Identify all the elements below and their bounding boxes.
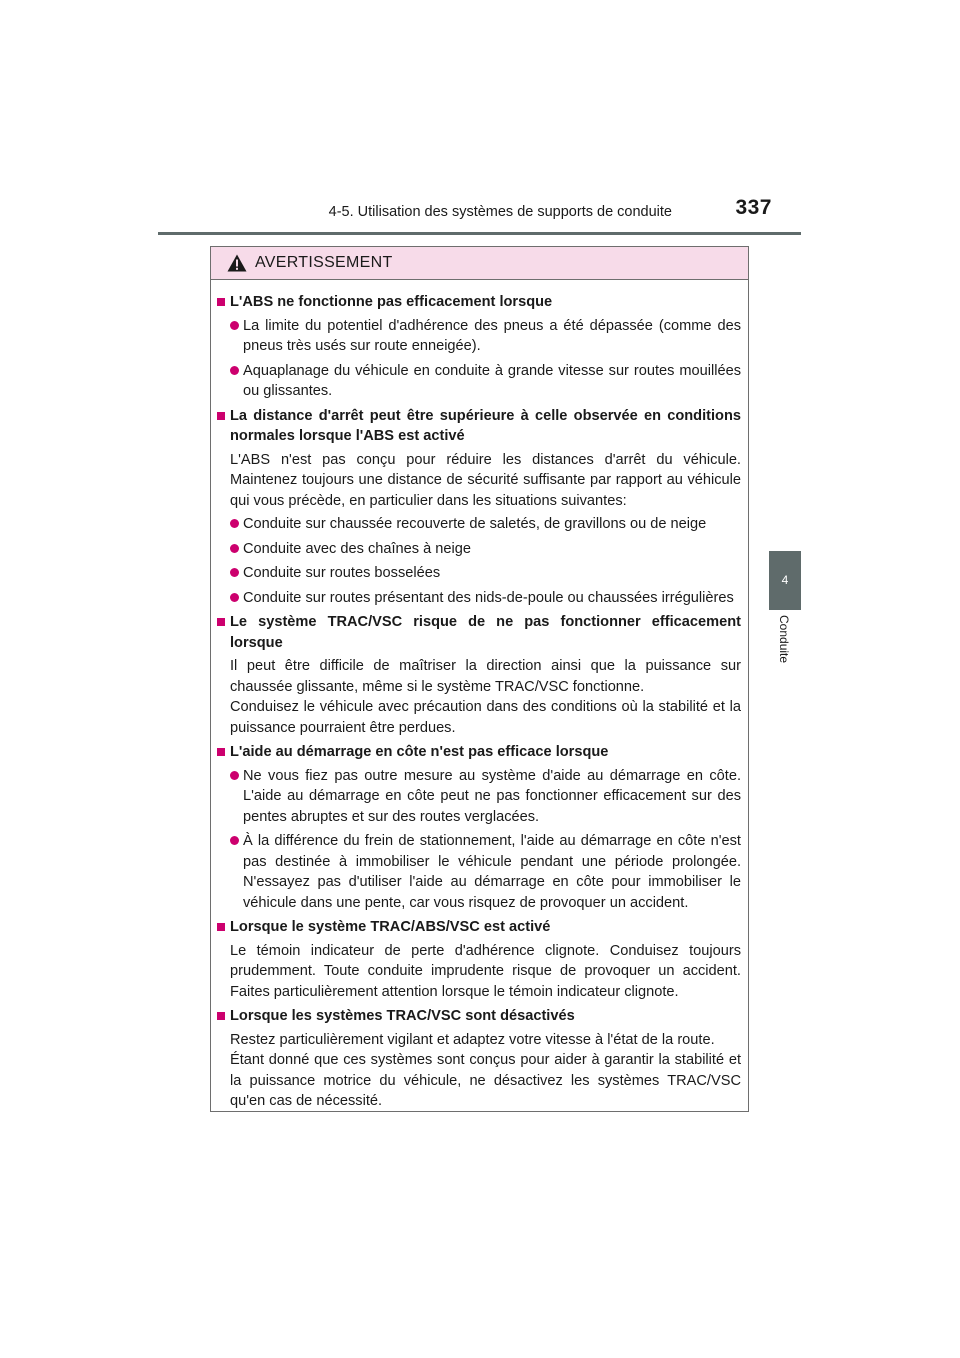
dot-bullet-icon	[230, 366, 239, 375]
bullet-item: Conduite avec des chaînes à neige	[217, 539, 741, 560]
warning-section	[217, 292, 741, 402]
warning-section	[217, 1006, 741, 1112]
section-paragraph: L'ABS n'est pas conçu pour réduire les distances d'arrêt du véhicule. Maintenez toujours une distance de sécurité suffisante par rapport au véhicule qui vous précède, en particulier dans les situations suivantes:	[230, 451, 741, 509]
dot-bullet-icon	[230, 519, 239, 528]
section-paragraph: Le témoin indicateur de perte d'adhérence clignote. Conduisez toujours prudemment. Toute conduite imprudente risque de provoquer un accident. Faites particulièrement attention lorsque le témoin indicateur clignote.	[230, 942, 741, 1000]
header-rule	[158, 232, 801, 235]
bullet-item: À la différence du frein de stationnement, l'aide au démarrage en côte n'est pas destinée à immobiliser le véhicule pendant une période prolongée. N'essayez pas d'utiliser l'aide au démarrage en côte pour immobiliser le véhicule dans une pente, car vous risquez de provoquer un accident.	[217, 831, 741, 913]
square-bullet-icon	[217, 923, 225, 931]
warning-body	[211, 280, 748, 1112]
warning-triangle-icon	[227, 254, 247, 272]
bullet-item: Conduite sur routes présentant des nids-de-poule ou chaussées irrégulières	[217, 588, 741, 609]
section-paragraph: Conduisez le véhicule avec précaution dans des conditions où la stabilité et la puissance pourraient être perdues.	[230, 699, 741, 736]
section-title: Lorsque le système TRAC/ABS/VSC est activé	[217, 917, 741, 938]
section-title: Lorsque les systèmes TRAC/VSC sont désactivés	[217, 1006, 741, 1027]
warning-heading: AVERTISSEMENT	[255, 254, 393, 271]
bullet-item: La limite du potentiel d'adhérence des pneus a été dépassée (comme des pneus très usés sur route enneigée).	[217, 316, 741, 357]
page-number: 337	[735, 196, 772, 219]
bullet-item: Conduite sur routes bosselées	[217, 563, 741, 584]
section-paragraph: Il peut être difficile de maîtriser la direction ainsi que la puissance sur chaussée glissante, même si le système TRAC/VSC fonctionne.	[230, 658, 741, 695]
dot-bullet-icon	[230, 321, 239, 330]
chapter-label: Conduite	[777, 615, 791, 664]
warning-box	[210, 246, 749, 1112]
section-title: L'aide au démarrage en côte n'est pas efficace lorsque	[217, 742, 741, 763]
bullet-item: Ne vous fiez pas outre mesure au système d'aide au démarrage en côte. L'aide au démarrage en côte peut ne pas fonctionner efficacement sur des pentes abruptes et sur des routes verglacées.	[217, 766, 741, 828]
square-bullet-icon	[217, 748, 225, 756]
running-header: 4-5. Utilisation des systèmes de supports de conduite	[328, 204, 672, 220]
dot-bullet-icon	[230, 593, 239, 602]
section-title: L'ABS ne fonctionne pas efficacement lorsque	[217, 292, 741, 313]
dot-bullet-icon	[230, 771, 239, 780]
warning-section	[217, 742, 741, 913]
square-bullet-icon	[217, 412, 225, 420]
bullet-item: Aquaplanage du véhicule en conduite à grande vitesse sur routes mouillées ou glissantes.	[217, 361, 741, 402]
square-bullet-icon	[217, 618, 225, 626]
warning-section	[217, 406, 741, 609]
section-paragraph: Restez particulièrement vigilant et adaptez votre vitesse à l'état de la route.	[230, 1031, 715, 1048]
square-bullet-icon	[217, 1012, 225, 1020]
dot-bullet-icon	[230, 836, 239, 845]
bullet-item: Conduite sur chaussée recouverte de saletés, de gravillons ou de neige	[217, 514, 741, 535]
warning-section	[217, 917, 741, 1002]
warning-section	[217, 612, 741, 738]
chapter-tab: 4	[769, 551, 801, 610]
section-title: La distance d'arrêt peut être supérieure à celle observée en conditions normales lorsque l'ABS est activé	[217, 406, 741, 447]
square-bullet-icon	[217, 298, 225, 306]
section-paragraph: Étant donné que ces systèmes sont conçus pour aider à garantir la stabilité et la puissance motrice du véhicule, ne désactivez les systèmes TRAC/VSC qu'en cas de nécessité.	[230, 1052, 741, 1109]
dot-bullet-icon	[230, 568, 239, 577]
section-title: Le système TRAC/VSC risque de ne pas fonctionner efficacement lorsque	[217, 612, 741, 653]
dot-bullet-icon	[230, 544, 239, 553]
warning-header	[211, 247, 748, 280]
